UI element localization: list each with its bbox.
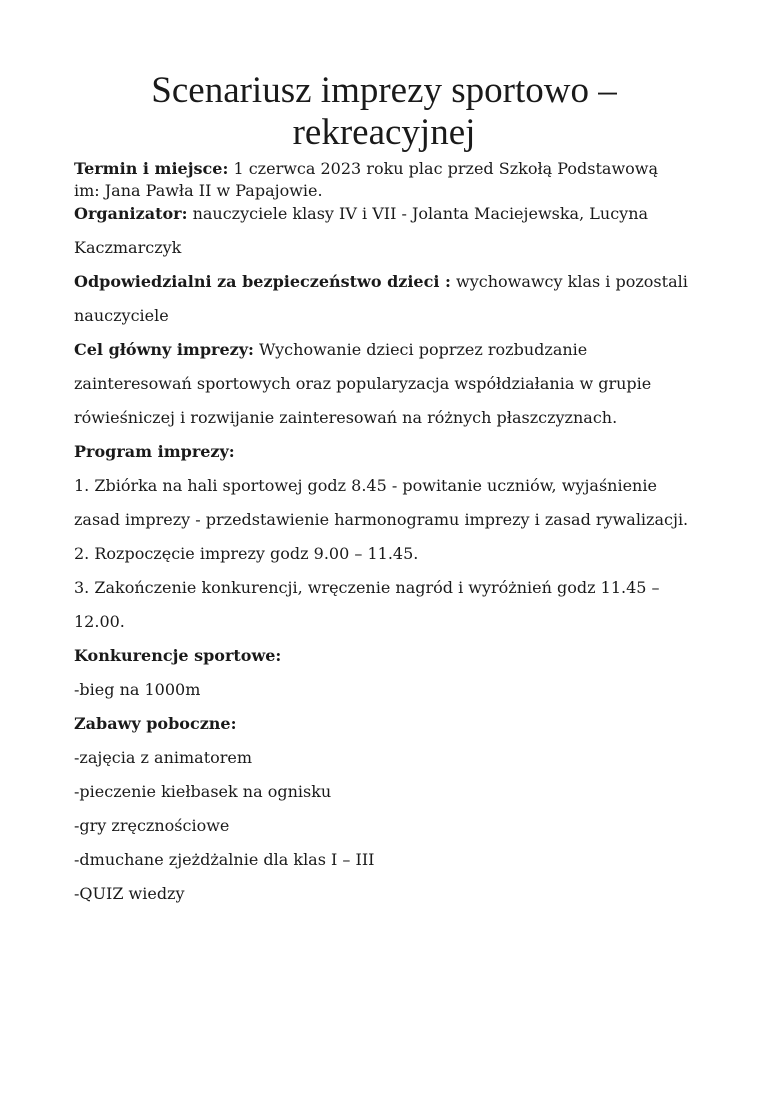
bezp-text-1: wychowawcy klas i pozostali (450, 272, 688, 291)
zabawy-item: -QUIZ wiedzy (74, 884, 185, 903)
termin-section (74, 158, 694, 202)
program-item: 2. Rozpoczęcie imprezy godz 9.00 – 11.45. (74, 544, 419, 563)
termin-line-1 (74, 158, 694, 180)
cel-line-1 (74, 338, 694, 362)
cel-text-2: zainteresowań sportowych oraz popularyzacja współdziałania w grupie (74, 374, 652, 393)
konkurencje-section (74, 644, 694, 702)
document-page (0, 70, 768, 1094)
bezpieczenstwo-section (74, 270, 694, 328)
program-item: 1. Zbiórka na hali sportowej godz 8.45 - powitanie uczniów, wyjaśnienie (74, 476, 657, 495)
zabawy-item: -gry zręcznościowe (74, 816, 230, 835)
cel-section (74, 338, 694, 430)
bezp-text-2: nauczyciele (74, 306, 169, 325)
organizator-section (74, 202, 694, 260)
organizator-text-1: nauczyciele klasy IV i VII - Jolanta Maciejewska, Lucyna (187, 204, 649, 223)
konkurencje-item: -bieg na 1000m (74, 680, 201, 699)
program-section (74, 440, 694, 634)
title-line-1: Scenariusz imprezy sportowo – (151, 70, 617, 111)
program-label: Program imprezy: (74, 442, 235, 461)
termin-text-1: 1 czerwca 2023 roku plac przed Szkołą Podstawową (228, 159, 658, 178)
zabawy-item: -pieczenie kiełbasek na ognisku (74, 782, 332, 801)
cel-label: Cel główny imprezy: (74, 340, 254, 359)
bezp-label: Odpowiedzialni za bezpieczeństwo dzieci : (74, 272, 451, 291)
document-title (74, 70, 694, 154)
cel-text-3: rówieśniczej i rozwijanie zainteresowań na różnych płaszczyznach. (74, 408, 618, 427)
organizator-label: Organizator: (74, 204, 188, 223)
cel-text-1: Wychowanie dzieci poprzez rozbudzanie (253, 340, 588, 359)
bezp-line-1 (74, 270, 694, 294)
zabawy-label: Zabawy poboczne: (74, 714, 237, 733)
zabawy-section (74, 712, 694, 906)
organizator-line-1 (74, 202, 694, 226)
program-item: 12.00. (74, 612, 125, 631)
zabawy-item: -zajęcia z animatorem (74, 748, 253, 767)
konkurencje-label: Konkurencje sportowe: (74, 646, 282, 665)
program-item: 3. Zakończenie konkurencji, wręczenie nagród i wyróżnień godz 11.45 – (74, 578, 660, 597)
zabawy-item: -dmuchane zjeżdżalnie dla klas I – III (74, 850, 375, 869)
organizator-text-2: Kaczmarczyk (74, 238, 182, 257)
document-body (74, 158, 694, 906)
termin-text-2: im: Jana Pawła II w Papajowie. (74, 181, 323, 200)
program-item: zasad imprezy - przedstawienie harmonogramu imprezy i zasad rywalizacji. (74, 510, 689, 529)
termin-label: Termin i miejsce: (74, 159, 229, 178)
title-line-2: rekreacyjnej (292, 112, 476, 153)
